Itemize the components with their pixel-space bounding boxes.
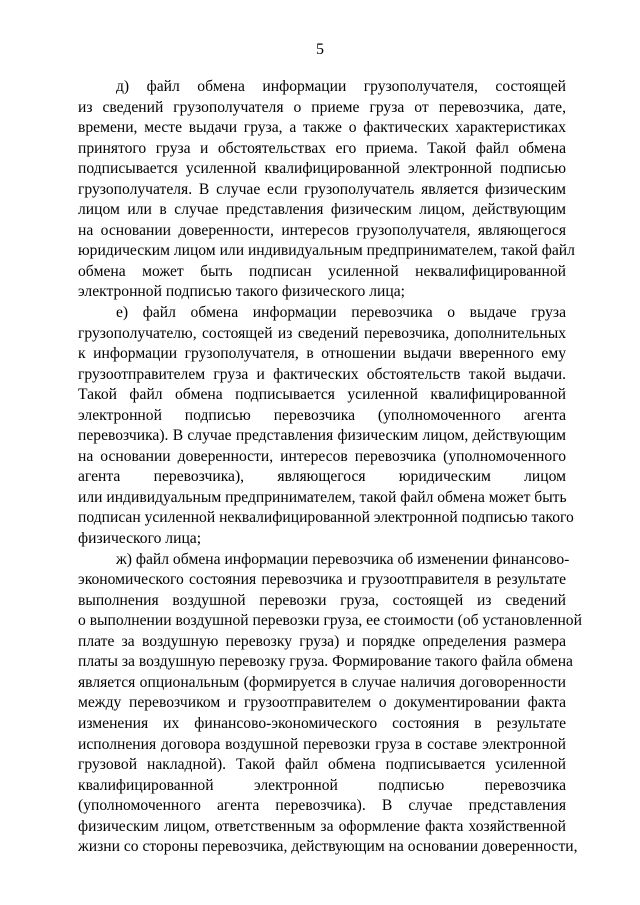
page-number: 5 (316, 41, 324, 58)
text-line: изменения их финансово-экономического состояния в результате (78, 714, 566, 732)
text-line: исполнения договора воздушной перевозки груза в составе электронной (78, 735, 566, 753)
text-line: обмена может быть подписан усиленной неквалифицированной (78, 262, 566, 280)
paragraph (78, 550, 582, 858)
text-line: электронной подписью перевозчика (уполномоченного агента (78, 406, 566, 424)
text-line: платы за воздушную перевозку груза. Формирование такого файла обмена (78, 653, 573, 671)
text-line: агента перевозчика), являющегося юридическим лицом (78, 468, 566, 486)
text-line: экономического состояния перевозчика и грузоотправителя в результате (78, 571, 566, 589)
body-text (78, 77, 582, 858)
text-line: е) файл обмена информации перевозчика о выдаче груза (116, 304, 566, 322)
text-line: лицом или в случае представления физическим лицом, действующим (78, 201, 566, 219)
text-line: принятого груза и обстоятельствах его приема. Такой файл обмена (78, 139, 566, 157)
text-line: электронной подписью такого физического лица; (78, 283, 405, 301)
text-line: подписан усиленной неквалифицированной электронной подписью такого (78, 509, 574, 527)
text-line: юридическим лицом или индивидуальным предпринимателем, такой файл (78, 242, 575, 260)
text-line: ж) файл обмена информации перевозчика об изменении финансово- (116, 550, 570, 568)
text-line: выполнения воздушной перевозки груза, состоящей из сведений (78, 591, 566, 609)
text-line: времени, месте выдачи груза, а также о фактических характеристиках (78, 119, 566, 137)
text-line: жизни со стороны перевозчика, действующим на основании доверенности, (78, 838, 578, 856)
text-line: грузополучателю, состоящей из сведений перевозчика, дополнительных (78, 324, 566, 342)
text-line: на основании доверенности, интересов грузополучателя, являющегося (78, 221, 566, 239)
text-line: к информации грузополучателя, в отношении выдачи вверенного ему (78, 345, 566, 363)
text-line: физическим лицом, ответственным за оформление факта хозяйственной (78, 817, 566, 835)
text-line: о выполнении воздушной перевозки груза, ее стоимости (об установленной (78, 612, 582, 630)
text-line: д) файл обмена информации грузополучателя, состоящей (116, 78, 566, 95)
text-line: является опциональным (формируется в случае наличия договоренности (78, 673, 566, 691)
text-line: квалифицированной электронной подписью перевозчика (78, 776, 566, 794)
text-line: (уполномоченного агента перевозчика). В случае представления (78, 797, 566, 815)
text-line: плате за воздушную перевозку груза) и порядке определения размера (78, 632, 566, 650)
text-line: грузовой накладной). Такой файл обмена подписывается усиленной (78, 756, 566, 774)
text-line: из сведений грузополучателя о приеме груза от перевозчика, дате, (78, 98, 566, 116)
text-line: грузоотправителем груза и фактических обстоятельств такой выдачи. (78, 365, 566, 383)
text-line: на основании доверенности, интересов перевозчика (уполномоченного (78, 447, 566, 465)
text-line: перевозчика). В случае представления физическим лицом, действующим (78, 427, 566, 445)
text-line: грузополучателя. В случае если грузополучатель является физическим (78, 180, 566, 198)
text-line: подписывается усиленной квалифицированной электронной подписью (78, 160, 566, 178)
text-line: физического лица; (78, 530, 202, 548)
paragraph (78, 303, 574, 550)
text-line: между перевозчиком и грузоотправителем о документировании факта (78, 694, 566, 712)
text-line: Такой файл обмена подписывается усиленной квалифицированной (78, 386, 566, 404)
text-line: или индивидуальным предпринимателем, такой файл обмена может быть (78, 488, 567, 506)
paragraph (78, 77, 575, 303)
